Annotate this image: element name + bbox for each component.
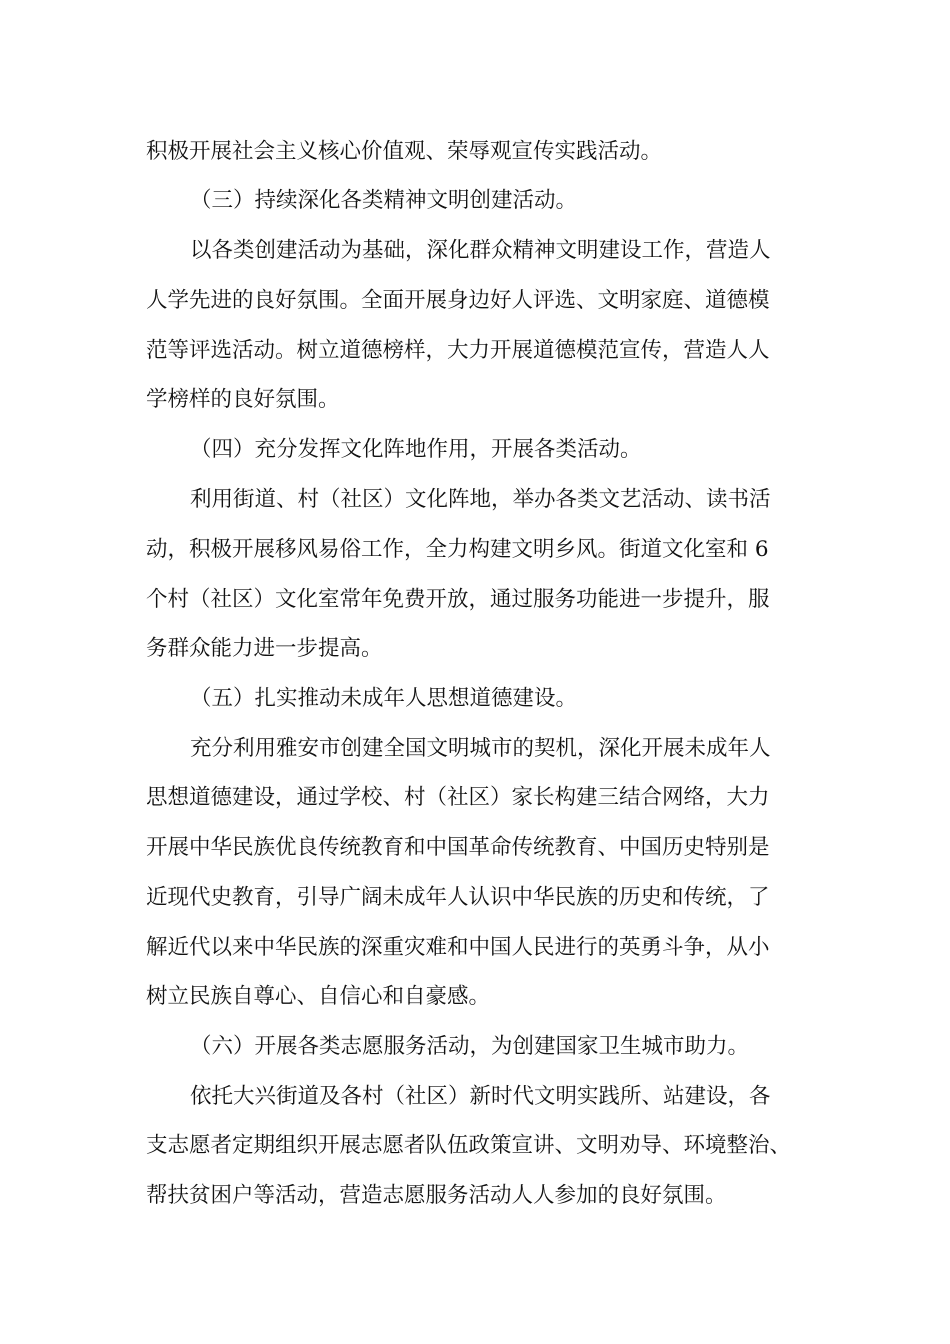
paragraph-line: 思想道德建设，通过学校、村（社区）家长构建三结合网络，大力 — [146, 785, 770, 810]
section-heading-3: （三）持续深化各类精神文明创建活动。 — [190, 188, 578, 213]
paragraph-line: 支志愿者定期组织开展志愿者队伍政策宣讲、文明劝导、环境整治、 — [146, 1133, 792, 1158]
paragraph-line: 人学先进的良好氛围。全面开展身边好人评选、文明家庭、道德模 — [146, 288, 770, 313]
paragraph-line: 以各类创建活动为基础，深化群众精神文明建设工作，营造人 — [190, 238, 771, 263]
paragraph-line: 充分利用雅安市创建全国文明城市的契机，深化开展未成年人 — [190, 736, 771, 761]
paragraph-line: 解近代以来中华民族的深重灾难和中国人民进行的英勇斗争，从小 — [146, 935, 770, 960]
paragraph-line: 帮扶贫困户等活动，营造志愿服务活动人人参加的良好氛围。 — [146, 1183, 727, 1208]
paragraph-line: 利用街道、村（社区）文化阵地，举办各类文艺活动、读书活 — [190, 487, 771, 512]
paragraph-line: 动，积极开展移风易俗工作，全力构建文明乡风。街道文化室和 6 — [146, 537, 769, 562]
paragraph-line: 依托大兴街道及各村（社区）新时代文明实践所、站建设，各 — [190, 1084, 771, 1109]
paragraph-line: 务群众能力进一步提高。 — [146, 636, 383, 661]
section-heading-4: （四）充分发挥文化阵地作用，开展各类活动。 — [190, 437, 642, 462]
paragraph-line: 积极开展社会主义核心价值观、荣辱观宣传实践活动。 — [146, 139, 663, 164]
paragraph-line: 树立民族自尊心、自信心和自豪感。 — [146, 984, 491, 1009]
paragraph-line: 开展中华民族优良传统教育和中国革命传统教育、中国历史特别是 — [146, 835, 770, 860]
paragraph-line: 范等评选活动。树立道德榜样，大力开展道德模范宣传，营造人人 — [146, 338, 770, 363]
section-heading-6: （六）开展各类志愿服务活动，为创建国家卫生城市助力。 — [190, 1034, 750, 1059]
paragraph-line: 近现代史教育，引导广阔未成年人认识中华民族的历史和传统，了 — [146, 885, 770, 910]
paragraph-line: 学榜样的良好氛围。 — [146, 387, 340, 412]
paragraph-line: 个村（社区）文化室常年免费开放，通过服务功能进一步提升，服 — [146, 587, 770, 612]
section-heading-5: （五）扎实推动未成年人思想道德建设。 — [190, 686, 578, 711]
